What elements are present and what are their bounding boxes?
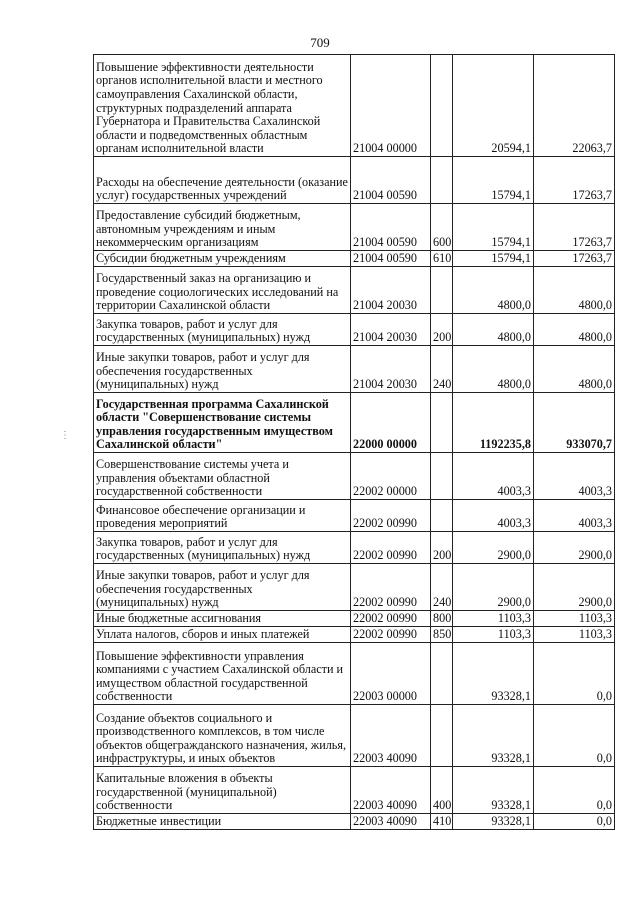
row-name: Уплата налогов, сборов и иных платежей (94, 627, 351, 643)
row-name: Капитальные вложения в объекты государственной (муниципальной) собственности (94, 767, 351, 814)
row-target-code: 21004 00590 (351, 204, 431, 251)
row-amount-year-2: 4800,0 (534, 346, 615, 393)
row-amount-year-2: 4003,3 (534, 453, 615, 500)
row-expense-type: 850 (431, 627, 453, 643)
row-amount-year-2: 0,0 (534, 643, 615, 705)
table-row (94, 564, 615, 611)
row-amount-year-2: 2900,0 (534, 564, 615, 611)
row-expense-type (431, 55, 453, 157)
page-number: 709 (310, 35, 330, 50)
row-expense-type: 610 (431, 251, 453, 267)
row-target-code: 22002 00990 (351, 564, 431, 611)
row-target-code: 22003 00000 (351, 643, 431, 705)
row-amount-year-1: 4003,3 (453, 500, 534, 532)
row-name: Повышение эффективности управления компаниями с участием Сахалинской области и имуществом областной государственной собственности (94, 643, 351, 705)
row-amount-year-1: 20594,1 (453, 55, 534, 157)
row-name: Иные бюджетные ассигнования (94, 611, 351, 627)
row-expense-type: 200 (431, 314, 453, 346)
row-amount-year-2: 17263,7 (534, 251, 615, 267)
row-name: Государственный заказ на организацию и проведение социологических исследований на территории Сахалинской области (94, 267, 351, 314)
table-row (94, 393, 615, 453)
row-amount-year-2: 22063,7 (534, 55, 615, 157)
table-row (94, 346, 615, 393)
row-name: Закупка товаров, работ и услуг для государственных (муниципальных) нужд (94, 532, 351, 564)
row-name: Субсидии бюджетным учреждениям (94, 251, 351, 267)
row-expense-type: 410 (431, 814, 453, 830)
row-amount-year-2: 2900,0 (534, 532, 615, 564)
row-amount-year-2: 17263,7 (534, 204, 615, 251)
row-amount-year-2: 4003,3 (534, 500, 615, 532)
table-row (94, 705, 615, 767)
row-expense-type: 400 (431, 767, 453, 814)
row-expense-type: 240 (431, 346, 453, 393)
row-amount-year-1: 93328,1 (453, 705, 534, 767)
row-amount-year-2: 1103,3 (534, 627, 615, 643)
row-amount-year-1: 1192235,8 (453, 393, 534, 453)
row-amount-year-1: 1103,3 (453, 611, 534, 627)
row-expense-type (431, 705, 453, 767)
row-amount-year-1: 4800,0 (453, 267, 534, 314)
row-target-code: 22000 00000 (351, 393, 431, 453)
row-target-code: 21004 20030 (351, 314, 431, 346)
table-row (94, 814, 615, 830)
row-target-code: 22002 00000 (351, 453, 431, 500)
table-row (94, 204, 615, 251)
row-amount-year-1: 93328,1 (453, 814, 534, 830)
row-name: Финансовое обеспечение организации и проведения мероприятий (94, 500, 351, 532)
margin-mark: ⋮ (60, 430, 70, 441)
table-row (94, 767, 615, 814)
table-row (94, 532, 615, 564)
row-name: Совершенствование системы учета и управления объектами областной государственной собственности (94, 453, 351, 500)
row-amount-year-1: 15794,1 (453, 204, 534, 251)
row-amount-year-2: 4800,0 (534, 267, 615, 314)
table-row (94, 267, 615, 314)
row-expense-type (431, 500, 453, 532)
row-expense-type (431, 267, 453, 314)
row-expense-type (431, 393, 453, 453)
row-expense-type (431, 643, 453, 705)
table-row (94, 251, 615, 267)
row-amount-year-1: 93328,1 (453, 767, 534, 814)
row-expense-type: 200 (431, 532, 453, 564)
row-expense-type: 240 (431, 564, 453, 611)
row-name: Бюджетные инвестиции (94, 814, 351, 830)
row-name: Закупка товаров, работ и услуг для государственных (муниципальных) нужд (94, 314, 351, 346)
row-amount-year-1: 2900,0 (453, 532, 534, 564)
row-name: Создание объектов социального и производственного комплексов, в том числе объектов общегражданского назначения, жилья, инфраструктуры, и иных объектов (94, 705, 351, 767)
row-amount-year-2: 0,0 (534, 814, 615, 830)
row-amount-year-1: 4003,3 (453, 453, 534, 500)
row-target-code: 22003 40090 (351, 705, 431, 767)
row-amount-year-2: 1103,3 (534, 611, 615, 627)
row-amount-year-2: 933070,7 (534, 393, 615, 453)
row-amount-year-2: 17263,7 (534, 157, 615, 204)
table-row (94, 611, 615, 627)
table-row (94, 500, 615, 532)
row-amount-year-2: 0,0 (534, 705, 615, 767)
row-target-code: 21004 20030 (351, 267, 431, 314)
row-name: Предоставление субсидий бюджетным, автономным учреждениям и иным некоммерческим организациям (94, 204, 351, 251)
budget-table (93, 54, 615, 830)
row-target-code: 21004 20030 (351, 346, 431, 393)
row-expense-type: 800 (431, 611, 453, 627)
row-amount-year-1: 4800,0 (453, 346, 534, 393)
table-row (94, 157, 615, 204)
row-name: Иные закупки товаров, работ и услуг для обеспечения государственных (муниципальных) нужд (94, 564, 351, 611)
row-target-code: 21004 00000 (351, 55, 431, 157)
row-amount-year-1: 2900,0 (453, 564, 534, 611)
row-target-code: 21004 00590 (351, 157, 431, 204)
row-amount-year-1: 4800,0 (453, 314, 534, 346)
table-row (94, 643, 615, 705)
row-name: Государственная программа Сахалинской области "Совершенствование системы управления государственным имуществом Сахалинской области" (94, 393, 351, 453)
row-target-code: 22003 40090 (351, 767, 431, 814)
row-expense-type (431, 453, 453, 500)
row-name: Иные закупки товаров, работ и услуг для обеспечения государственных (муниципальных) нужд (94, 346, 351, 393)
table-row (94, 314, 615, 346)
row-amount-year-1: 1103,3 (453, 627, 534, 643)
row-target-code: 22003 40090 (351, 814, 431, 830)
row-target-code: 22002 00990 (351, 611, 431, 627)
budget-table-body (94, 55, 615, 830)
row-target-code: 22002 00990 (351, 500, 431, 532)
table-row (94, 453, 615, 500)
row-amount-year-1: 15794,1 (453, 251, 534, 267)
row-amount-year-2: 0,0 (534, 767, 615, 814)
row-expense-type (431, 157, 453, 204)
row-target-code: 21004 00590 (351, 251, 431, 267)
row-target-code: 22002 00990 (351, 627, 431, 643)
row-target-code: 22002 00990 (351, 532, 431, 564)
row-name: Повышение эффективности деятельности органов исполнительной власти и местного самоуправления Сахалинской области, структурных подразделений аппарата Губернатора и Правительства Сахалинской области и подведомственных областным органам исполнительной власти (94, 55, 351, 157)
row-amount-year-2: 4800,0 (534, 314, 615, 346)
row-name: Расходы на обеспечение деятельности (оказание услуг) государственных учреждений (94, 157, 351, 204)
row-expense-type: 600 (431, 204, 453, 251)
row-amount-year-1: 93328,1 (453, 643, 534, 705)
table-row (94, 627, 615, 643)
table-row (94, 55, 615, 157)
row-amount-year-1: 15794,1 (453, 157, 534, 204)
